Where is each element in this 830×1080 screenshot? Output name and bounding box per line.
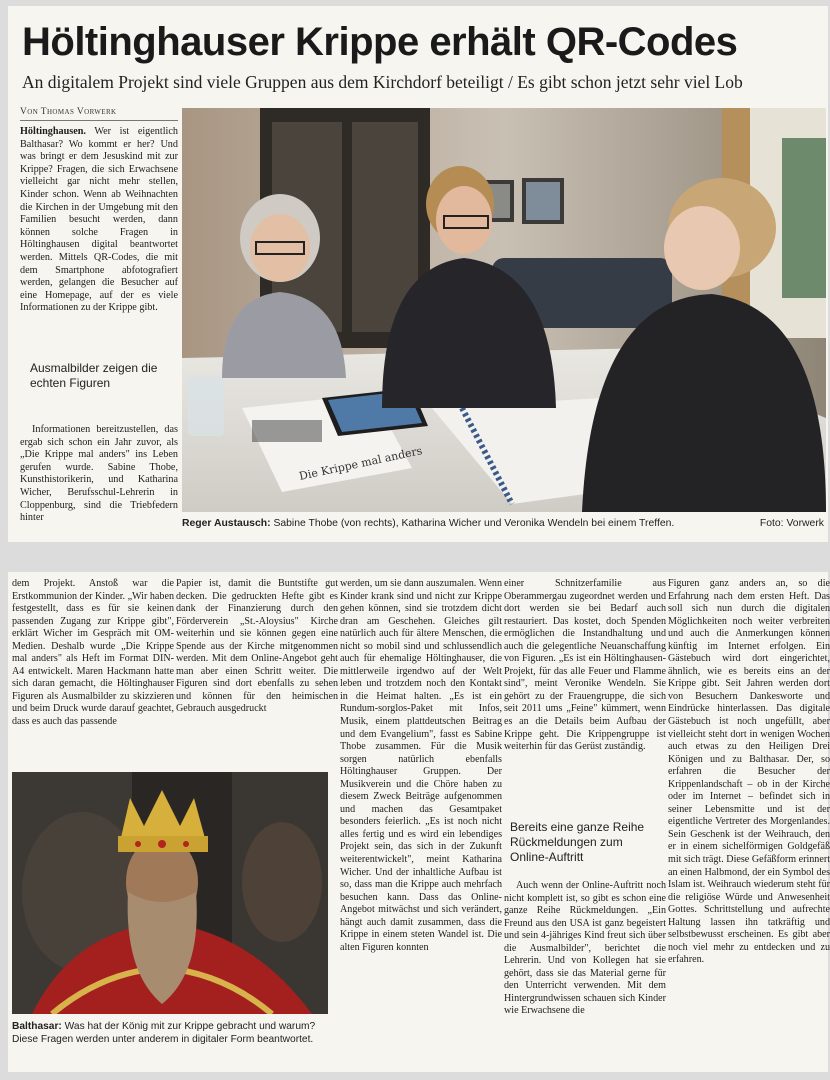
headline: Höltinghauser Krippe erhält QR-Codes <box>22 20 738 64</box>
lead-text: Wer ist eigentlich Balthasar? Wo kommt er her? Und was bringt er dem Jesuskind mit zur Krippe? Fragen, die sich Erwachsene vielleicht gar nicht mehr stellen, Kinder schon. Wenn ab Weihnachten die Kirchen in der Umgebung mit den Familien besucht werden, dann können solche Fragen in Höltinghausen digital beantwortet werden. Mittels QR-Codes, die mit dem Smartphone abfotografiert werden, gelangen die Besucher auf eine Homepage, auf der es viele Informationen zu der Krippe gibt. <box>20 126 178 314</box>
balthasar-figure-illustration <box>12 772 328 1014</box>
section-subhead-feedback: Bereits eine ganze Reihe Rückmeldungen zum Online-Auftritt <box>510 820 645 864</box>
paragraph-intro: Informationen bereitzustellen, das ergab sich schon ein Jahr zuvor, als „Die Krippe mal anders" ins Leben gerufen wurde. Sabine Thobe, Kunsthistorikerin, und Katharina Wicher, Berufsschul-Lehrerin in Cloppenburg, sind die Triebfedern hinter <box>20 424 178 524</box>
balthasar-caption <box>12 1020 332 1046</box>
column-2: Papier ist, damit die Buntstifte gut decken. Die gedruckten Hefte gibt es dank der Finanzierung durch den Förderverein „St.-Aloysius" Kirche weiterhin und sie können gegen eine Spende aus der Kirche mitgenommen werden. Mit dem Online-Angebot geht man aber einen Schritt weiter. Die Figuren sind dort ebenfalls zu sehen und können für den heimischen Gebrauch ausgedruckt <box>176 578 338 715</box>
column-3: werden, um sie dann auszumalen. Wenn Kinder krank sind und nicht zur Krippe gehen können, sind sie trotzdem dicht dran am Geschehen. Gleiches gilt natürlich auch für ältere Menschen, die nicht so mobil sind und schlussendlich auch für ehemalige Höltinghauser, die mittlerweile irgendwo auf der Welt leben und trotzdem noch den Kontakt in die Heimat halten. „Es ist ein Rundum-sorglos-Paket mit Infos, Musik, einem plattdeutschen Beitrag und dem Evangelium", fasst es Sabine Thobe zusammen. Für die Musik sorgen natürlich ebenfalls Höltinghauser Gruppen. Der Musikverein und die Chöre haben zu diesem Zweck Beiträge aufgenommen und machen das Gesamtpaket besonders feierlich. „Es ist noch nicht alles fertig und es wird ein lebendiges Projekt sein, das sich in der Zukunft weiterentwickelt", meint Katharina Wicher. Und der inhaltliche Aufbau ist so, dass man die Krippe auch mehrfach besuchen kann. Dass das Online-Angebot mitwächst und sich verändert, hängt auch damit zusammen, dass die Krippe in einem steten Wandel ist. Die alten Figuren konnten <box>340 578 502 953</box>
caption-text: Sabine Thobe (von rechts), Katharina Wicher und Veronika Wendeln bei einem Treffen. <box>273 518 675 529</box>
column-1: dem Projekt. Anstoß war die Erstkommunion der Kinder. „Wir haben festgestellt, dass es für sie keinen passenden Zugang zur Krippe gibt", erklärt Wicher im Gespräch mit OM-Medien. Deshalb wurde „Die Krippe mal anders" als Heft im Format DIN-A4 entwickelt. Maren Hackmann hatte sich daran gemacht, die Höltinghauser Figuren als Ausmalbilder zu skizzieren und beim Druck wurde darauf geachtet, dass es auch das passende <box>12 578 174 728</box>
column-5: Figuren ganz anders an, so die Erfahrung nach dem ersten Heft. Das soll sich nun durch die digitalen Möglichkeiten noch weiter verbreiten und auch die Anmerkungen können künftig im Internet erfolgen. Ein Gästebuch wird dort eingerichtet, ähnlich, wie es bereits eins an der Krippe gibt. Seit Jahren werden dort von Besuchern Dankesworte und Eindrücke hinterlassen. Das digitale Gästebuch ist noch ungefüllt, aber vielleicht steht dort in wenigen Wochen auch etwas zu den Heiligen Drei Königen und zu Balthasar. Der, so erfahren die Besucher der Krippenlandschaft – ob in der Kirche oder im Internet – befindet sich in seiner Lebensmitte und ist der eigentliche Vertreter des Morgenlandes. Sein Geschenk ist der Weihrauch, den er in einem sichelförmigen Goldgefäß mit sich trägt. Diese Gefäßform erinnert an einen Halbmond, der ein Symbol des Islam ist. Weihrauch wiederum steht für die religiöse Würde und Anwesenheit Gottes. Schrittstellung und aufrechte Haltung lassen ihn tatkräftig und selbstbewusst erscheinen. Es gibt aber noch viel mehr zu entdecken und zu erfahren. <box>668 578 830 966</box>
section-subhead-coloring: Ausmalbilder zeigen die echten Figuren <box>30 361 158 390</box>
photo-credit: Foto: Vorwerk <box>759 518 824 529</box>
byline: Von Thomas Vorwerk <box>20 107 117 117</box>
article-top-section <box>8 6 828 542</box>
photo-caption <box>182 518 826 529</box>
balthasar-photo <box>12 772 328 1014</box>
meeting-photo <box>182 108 826 512</box>
king-caption-text: Was hat der König mit zur Krippe gebracht und warum? Diese Fragen werden unter anderem in digitaler Form beantwortet. <box>12 1021 316 1045</box>
notebook-handwriting: Die Krippe mal anders <box>297 444 424 483</box>
article-bottom-section <box>8 572 828 1072</box>
column-4-bottom: Auch wenn der Online-Auftritt noch nicht komplett ist, so gibt es schon eine ganze Reihe Rückmeldungen. „Ein Freund aus den USA ist ganz begeistert und sein 4-jähriges Kind freut sich über die Ausmalbilder", berichtet die Lehrerin. Und von Kollegen hat sie gehört, dass sie das Material gerne für den Unterricht verwenden. Mit dem Hintergrundwissen schauen sich Kinder wie Erwachsene die <box>504 880 666 1017</box>
subheadline: An digitalem Projekt sind viele Gruppen aus dem Kirchdorf beteiligt / Es gibt schon jetzt sehr viel Lob <box>22 72 743 92</box>
byline-divider <box>20 120 178 121</box>
meeting-photo-illustration <box>182 108 826 512</box>
column-4-top: einer Schnitzerfamilie aus Oberammergau zugeordnet werden und dort werden sie bei Bedarf auch restauriert. Das kostet, doch Spenden ermöglichen die Instandhaltung und auch die gelegentliche Neuanschaffung von Figuren. „Es ist ein Höltinghausen-Projekt, für das alle Feuer und Flamme sind", meint Veronike Wendeln. Sie gehört zu der Frauengruppe, die sich seit 2011 ums „Feine" kümmert, wenn es an die Details beim Aufbau der Krippe geht. Die Krippengruppe ist weiterhin für das Gerüst zuständig. <box>504 578 666 753</box>
dateline: Höltinghausen. <box>20 126 86 137</box>
lead-paragraph <box>20 126 178 315</box>
caption-lead: Reger Austausch: <box>182 518 271 529</box>
king-caption-lead: Balthasar: <box>12 1021 62 1032</box>
